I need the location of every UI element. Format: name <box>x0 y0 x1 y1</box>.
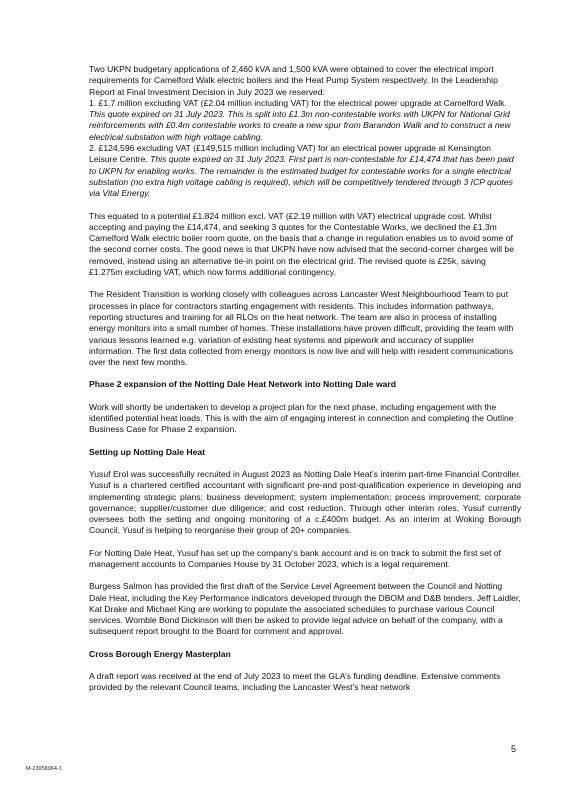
text-run: 2. £124,596 excluding VAT (£149,515 million including VAT) for an electrical power upgrade at Kensington Leisure Centre. <box>89 143 491 165</box>
paragraph-bank-account: For Notting Dale Heat, Yusuf has set up the company’s bank account and is on track to submit the first set of management accounts to Companies House by 31 October 2023, which is a legal requirement. <box>89 547 501 569</box>
page-number: 5 <box>511 744 517 754</box>
italic-text-run: This quote expired on 31 July 2023. First part is non-contestable for £14,474 that has been paid to UKPN for enabling works. The remainder is the estimated budget for contestable works for a single electrical substation (no extra high voltage cabling is required), which will be competitively tendered through 3 ICP quotes via Vital Energy. <box>89 154 514 199</box>
heading-setting-up-ndh: Setting up Notting Dale Heat <box>89 446 206 457</box>
italic-text-run: This quote expired on 31 July 2023. This is split into £1.3m non-contestable works with UKPN for National Grid reinforcements with £0.4m contestable works to create a new spur from Barandon Walk and to construct a new electrical substation with high voltage cabling. <box>89 109 511 142</box>
document-page <box>89 64 521 694</box>
paragraph-electrical-upgrade-cost: This equated to a potential £1.824 million excl. VAT (£2.19 million with VAT) electrical upgrade cost. Whilst accepting and paying the £14,474, and seeking 3 quotes for the Contestable Works, we declined the £1.3m Camelford Walk electric boiler room quote, on the basis that a change in regulation enables us to avoid some of the second corner costs. The good news is that UKPN have now advised that the second-corner charges will be removed, instead using an alternative tie-in point on the electrical grid. The revised quote is £25k, saving £1.275m excluding VAT, which now forms additional contingency. <box>89 210 514 278</box>
paragraph-ukpn-applications <box>89 64 521 200</box>
paragraph-project-plan: Work will shortly be undertaken to develop a project plan for the next phase, including engagement with the identified potential heat loads. This is with the aim of engaging interest in connection and completing the Outline Business Case for Phase 2 expansion. <box>89 401 514 435</box>
document-reference: M-23958064-1 <box>26 766 62 772</box>
text-run: 1. £1.7 million excluding VAT (£2.04 million including VAT) for the electrical power upgrade at Camelford Walk. <box>89 97 507 108</box>
paragraph-resident-transition: The Resident Transition is working closely with colleagues across Lancaster West Neighbourhood Team to put processes in place for contractors starting engagement with residents. This includes information pathways, reporting structures and training for all RLOs on the heat network. The team are also in process of installing energy monitors into a small number of homes. These installations have proven difficult, providing the team with various lessons learned e.g. variation of existing heat systems and pipework and accuracy of supplier information. The first data collected from energy monitors is now live and will help with resident communications over the next few months. <box>89 289 514 368</box>
heading-phase-2-expansion: Phase 2 expansion of the Notting Dale Heat Network into Notting Dale ward <box>89 379 397 390</box>
text-run: Two UKPN budgetary applications of 2,460 kVA and 1,500 kVA were obtained to cover the electrical import requirements for Camelford Walk electric boilers and the Heat Pump System respectively. In the Leadership Report at Final Investment Decision in July 2023 we reserved: <box>89 64 498 97</box>
heading-energy-masterplan: Cross Borough Energy Masterplan <box>89 648 231 659</box>
paragraph-draft-report: A draft report was received at the end of July 2023 to meet the GLA’s funding deadline. Extensive comments provided by the relevant Council teams, including the Lancaster West’s heat network <box>89 671 501 693</box>
paragraph-service-level-agreement: Burgess Salmon has provided the first draft of the Service Level Agreement between the Council and Notting Dale Heat, including the Key Performance indicators developed through the DBOM and D&B tenders. Jeff Laidler, Kat Drake and Michael King are working to populate the associated schedules to purchase various Council services. Womble Bond Dickinson will then be asked to provide legal advice on behalf of the company, with a subsequent report brought to the Board for comment and approval. <box>89 581 521 637</box>
paragraph-financial-controller: Yusuf Erol was successfully recruited in August 2023 as Notting Dale Heat’s interim part-time Financial Controller. Yusuf is a chartered certified accountant with significant pre-and post-qualification experience in developing and implementing strategic plans; business development; system implementation; process improvement; corporate governance; supplier/customer due diligence; and cost reduction. Through other interim roles, Yusuf currently oversees both the setting and ongoing monitoring of a c.£400m budget. As an interim at Woking Borough Council, Yusuf is helping to reorganise their group of 20+ companies. <box>89 468 521 536</box>
